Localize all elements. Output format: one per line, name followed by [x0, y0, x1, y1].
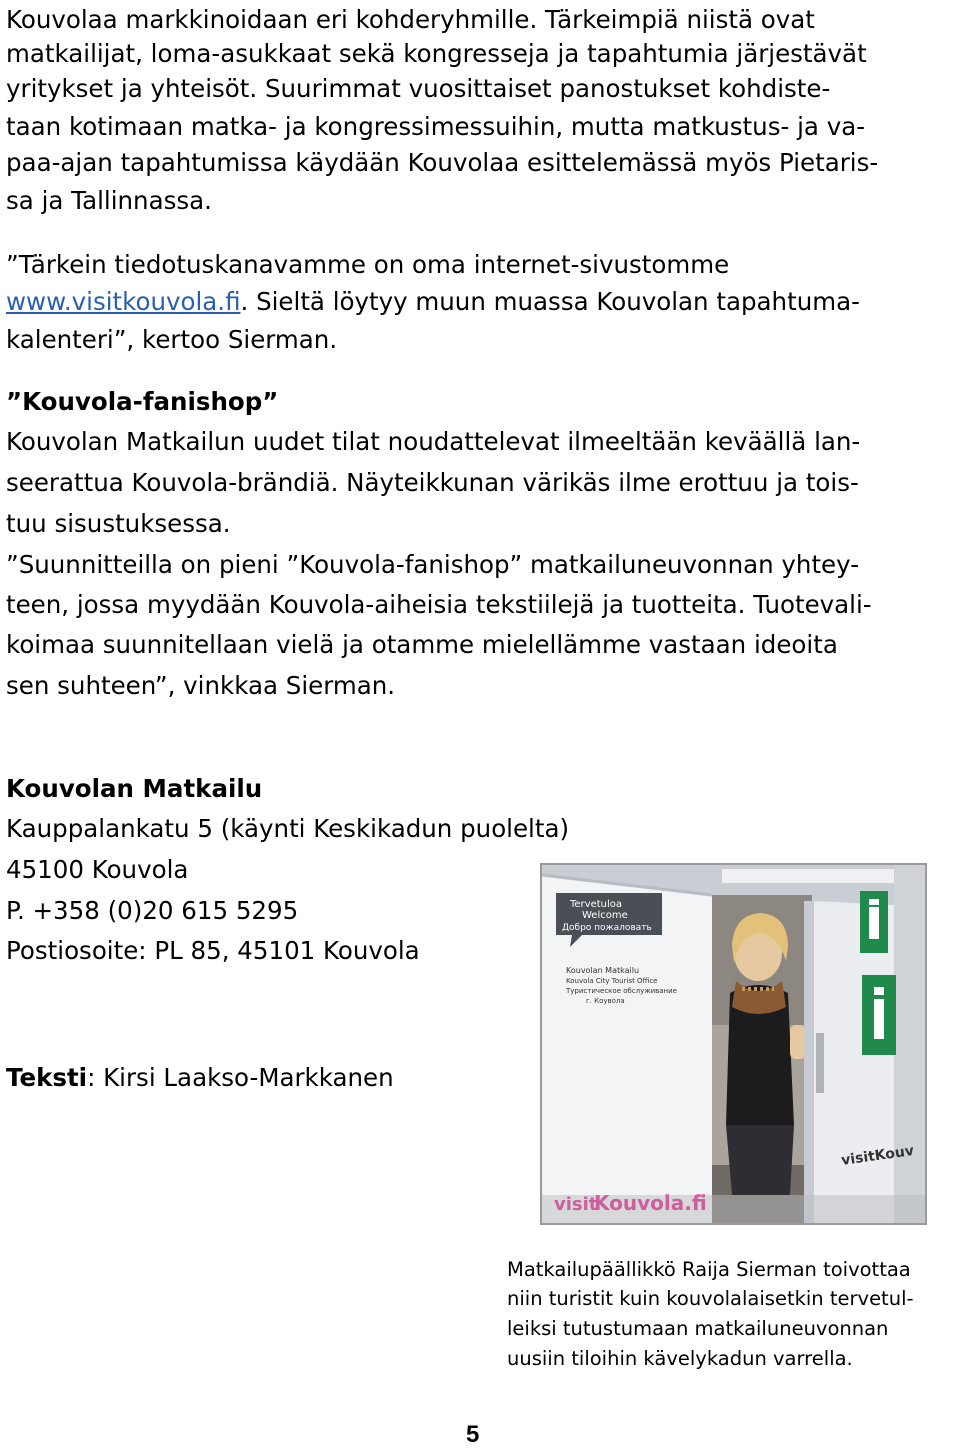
- intro-line-1: Kouvolaa markkinoidaan eri kohderyhmille. Tärkeimpiä niistä ovat: [6, 5, 815, 34]
- contact-name: Kouvolan Matkailu: [6, 774, 263, 803]
- fanishop-p2-line-3: koimaa suunnitellaan vielä ja otamme mielellämme vastaan ideoita: [6, 630, 838, 659]
- caption-line-3: leiksi tutustumaan matkailuneuvonnan: [507, 1317, 889, 1340]
- quote-line-2-text: . Sieltä löytyy muun muassa Kouvolan tapahtuma-: [240, 287, 860, 316]
- caption-line-1: Matkailupäällikkö Raija Sierman toivottaa: [507, 1258, 911, 1281]
- sign-welcome-fi: Tervetuloa: [570, 899, 623, 910]
- fanishop-p1-line-3: tuu sisustuksessa.: [6, 509, 231, 538]
- contact-address: Kauppalankatu 5 (käynti Keskikadun puolelta): [6, 814, 570, 843]
- door-text-4: г. Коувола: [586, 997, 625, 1005]
- contact-postal: 45100 Kouvola: [6, 855, 189, 884]
- contact-po-box: Postiosoite: PL 85, 45101 Kouvola: [6, 936, 420, 965]
- intro-line-4: taan kotimaan matka- ja kongressimessuihin, mutta matkustus- ja va-: [6, 112, 866, 141]
- door-text-1: Kouvolan Matkailu: [566, 966, 640, 975]
- fanishop-p1-line-2: seerattua Kouvola-brändiä. Näyteikkunan värikäs ilme erottuu ja tois-: [6, 468, 859, 497]
- credits-line: [6, 1058, 394, 1098]
- caption-line-2: niin turistit kuin kouvolalaisetkin tervetul-: [507, 1287, 914, 1310]
- fanishop-p1-line-1: Kouvolan Matkailun uudet tilat noudattelevat ilmeeltään keväällä lan-: [6, 427, 861, 456]
- credits-label: Teksti: [6, 1063, 88, 1092]
- quote-line-3: kalenteri”, kertoo Sierman.: [6, 325, 338, 354]
- fanishop-p2-line-4: sen suhteen”, vinkkaa Sierman.: [6, 671, 396, 700]
- tourist-office-photo: [540, 863, 927, 1225]
- quote-line-1: ”Tärkein tiedotuskanavamme on oma internet-sivustomme: [6, 250, 730, 279]
- intro-line-2: matkailijat, loma-asukkaat sekä kongresseja ja tapahtumia järjestävät: [6, 39, 867, 68]
- fanishop-p2-line-1: ”Suunnitteilla on pieni ”Kouvola-fanishop” matkailuneuvonnan yhtey-: [6, 550, 860, 579]
- intro-line-3: yritykset ja yhteisöt. Suurimmat vuosittaiset panostukset kohdiste-: [6, 74, 831, 103]
- intro-line-5: paa-ajan tapahtumissa käydään Kouvolaa esittelemässä myös Pietaris-: [6, 148, 879, 177]
- door-text-3: Туристическое обслуживание: [566, 987, 677, 995]
- contact-phone: P. +358 (0)20 615 5295: [6, 896, 299, 925]
- brand-side-text: visitKouv: [840, 1142, 915, 1169]
- intro-line-6: sa ja Tallinnassa.: [6, 186, 212, 215]
- sign-welcome-en: Welcome: [582, 910, 628, 921]
- fanishop-heading: ”Kouvola-fanishop”: [6, 387, 279, 416]
- sign-welcome-ru: Добро пожаловать: [562, 923, 652, 933]
- caption-line-4: uusiin tiloihin kävelykadun varrella.: [507, 1347, 853, 1370]
- quote-line-2: [6, 282, 860, 322]
- credits-author: : Kirsi Laakso-Markkanen: [87, 1063, 394, 1092]
- fanishop-p2-line-2: teen, jossa myydään Kouvola-aiheisia tekstiilejä ja tuotteita. Tuotevali-: [6, 590, 872, 619]
- door-text-2: Kouvola City Tourist Office: [566, 977, 658, 985]
- page-number: 5: [466, 1421, 480, 1448]
- visitkouvola-link[interactable]: www.visitkouvola.fi: [6, 287, 241, 316]
